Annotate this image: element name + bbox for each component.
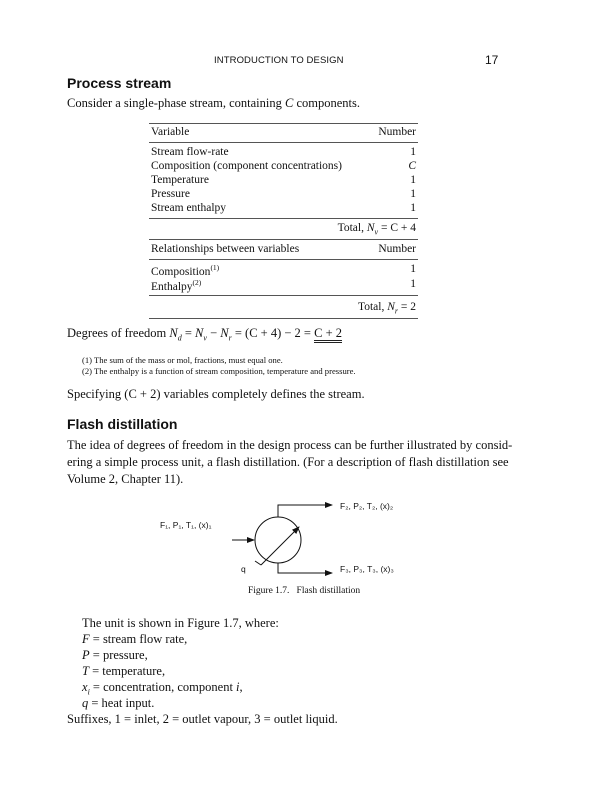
table-rule <box>149 295 418 296</box>
flash-para-line-3: Volume 2, Chapter 11). <box>67 472 184 486</box>
section-heading-flash-distillation: Flash distillation <box>67 416 178 432</box>
table-row: Enthalpy$^{(2)}$ 1 <box>151 278 416 293</box>
table-row: Stream flow-rate 1 <box>151 146 416 158</box>
table-row: Composition$^{(1)}$ 1 <box>151 263 416 278</box>
definition-item: T = temperature, <box>82 664 166 678</box>
running-head <box>0 55 612 71</box>
flash-vessel <box>255 517 301 563</box>
table-header-row <box>151 243 416 257</box>
table-rule <box>149 123 418 124</box>
footnote-2: (2) The enthalpy is a function of stream composition, temperature and pressure. <box>82 366 356 376</box>
table-row: Stream enthalpy 1 <box>151 202 416 214</box>
col-number-header: Number <box>378 243 416 255</box>
process-stream-intro: Consider a single-phase stream, containing C components. <box>67 96 361 110</box>
footnote-1: (1) The sum of the mass or mol, fractions, must equal one. <box>82 355 283 365</box>
table-row: Temperature 1 <box>151 174 416 186</box>
page-number: 17 <box>485 53 499 67</box>
heat-label: q <box>241 564 246 574</box>
table-rule <box>149 218 418 219</box>
table-row: Pressure 1 <box>151 188 416 200</box>
table-rule <box>149 318 418 319</box>
definitions-intro: The unit is shown in Figure 1.7, where: <box>82 616 279 630</box>
col-number-header: Number <box>378 126 416 138</box>
col-relationships-header: Relationships between variables <box>151 243 300 255</box>
dof-result: C + 2 <box>314 326 342 343</box>
definition-item: $x_i$ = concentration, component i, <box>82 680 243 697</box>
table-rule <box>149 142 418 143</box>
suffixes-line: Suffixes, 1 = inlet, 2 = outlet vapour, 3 = outlet liquid. <box>67 712 338 726</box>
figure-caption: Figure 1.7. Flash distillation <box>248 586 361 596</box>
degrees-of-freedom-equation: Degrees of freedom $N_d = N_v - N_r = (C + 4) - 2 = C + 2$ <box>67 326 342 343</box>
section-heading-process-stream: Process stream <box>67 75 172 91</box>
table-rule <box>149 239 418 240</box>
flash-para-line-1: The idea of degrees of freedom in the design process can be further illustrated by consid- <box>67 438 513 452</box>
definition-item: q = heat input. <box>82 696 155 710</box>
specifying-sentence: Specifying (C + 2) variables completely defines the stream. <box>67 387 365 401</box>
liquid-outlet-line <box>278 563 332 573</box>
table-rule <box>149 259 418 260</box>
definition-item: P = pressure, <box>82 648 148 662</box>
liquid-label: F₃, P₃, T₃, (x)₃ <box>340 564 394 574</box>
heat-input-tick <box>255 561 261 565</box>
running-title: INTRODUCTION TO DESIGN <box>214 55 344 66</box>
definition-item: F = stream flow rate, <box>82 632 188 646</box>
total-relationships: Total, $N_r = 2$ <box>357 301 416 316</box>
total-variables: Total, $N_v = C + 4$ <box>337 222 416 237</box>
col-variable-header: Variable <box>151 126 190 138</box>
table-header-row <box>151 126 416 140</box>
flash-para-line-2: ering a simple process unit, a flash distillation. (For a description of flash distillation see <box>67 455 509 469</box>
vapour-label: F₂, P₂, T₂, (x)₂ <box>340 501 394 511</box>
heat-input-arrow <box>261 527 299 565</box>
table-row: Composition (component concentrations) C <box>151 160 416 172</box>
inlet-label: F₁, P₁, T₁, (x)₁ <box>160 520 212 530</box>
vapour-outlet-line <box>278 505 332 517</box>
